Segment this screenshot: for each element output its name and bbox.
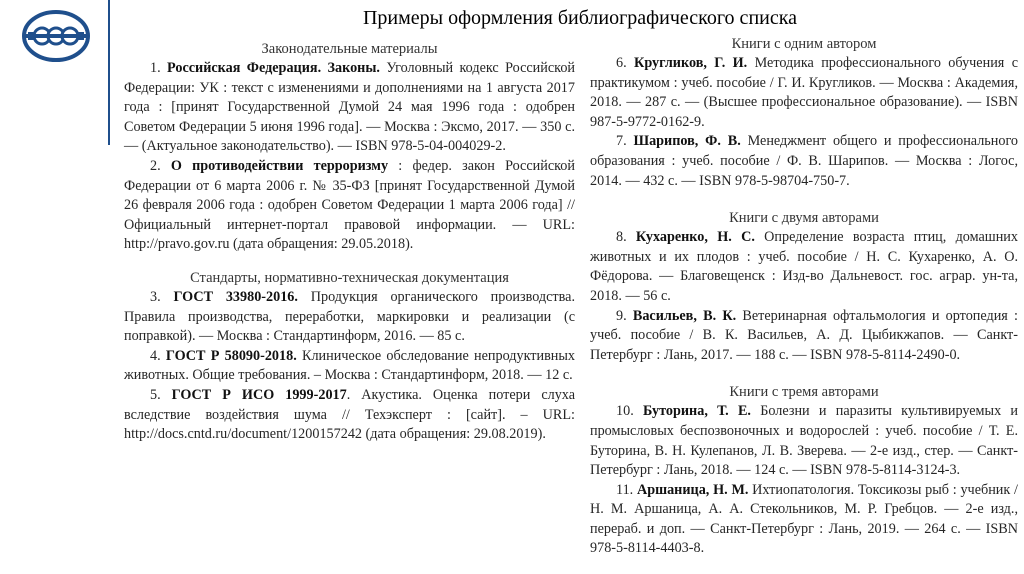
- left-column: [124, 40, 575, 445]
- bib-entry: 10. Буторина, Т. Е. Болезни и паразиты культивируемых и промысловых беспозвоночных и водорослей : учеб. пособие / Т. Е. Буторина, В. Н. Кулепанов, Л. В. Зверева. — 2-е изд., стер. — Санкт-Петербург : Лань, 2018. — 124 с. — ISBN 978-5-8114-3124-3.: [590, 403, 1019, 479]
- section-heading: Книги с двумя авторами: [729, 210, 879, 227]
- section-heading: Книги с одним автором: [731, 36, 877, 52]
- bib-entry: 2. О противодействии терроризму : федер. закон Российской Федерации от 6 марта 2006 г. № 35-ФЗ [принят Государственной Думой 26 февраля 2006 года : одобрен Советом Федерации 1 марта 2006 года] // Официальный интернет-портал правовой информации. — URL: http://pravo.gov.ru (дата обращения: 29.05.2018).: [124, 157, 575, 253]
- section-heading: Законодательные материалы: [261, 41, 438, 57]
- bib-entry: 4. ГОСТ Р 58090-2018. Клиническое обследование непродуктивных животных. Общие требования. – Москва : Стандартинформ, 2018. — 12 с.: [124, 347, 576, 384]
- bib-entry: 9. Васильев, В. К. Ветеринарная офтальмология и ортопедия : учеб. пособие / В. К. Васильев, А. Д. Цыбикжапов. — Санкт-Петербург : Лань, 2017. — 188 с. — ISBN 978-5-8114-2490-0.: [590, 307, 1018, 363]
- bib-entry: 5. ГОСТ Р ИСО 1999-2017. Акустика. Оценка потери слуха вследствие воздействия шума // Техэксперт : [сайт]. – URL: http://docs.cntd.ru/document/1200157242 (дата обращения: 29.08.2019).: [124, 386, 576, 443]
- bib-entry: 1. Российская Федерация. Законы. Уголовный кодекс Российской Федерации: УК : текст с изменениями и дополнениями на 1 августа 2017 года : [принят Государственной Думой 24 мая 1996 года : одобрен Советом Федерации 5 июня 1996 года]. — Москва : Эксмо, 2017. — 350 с. — (Актуальное законодательство). — ISBN 978-5-04-004029-2.: [124, 60, 576, 155]
- section-heading: Стандарты, нормативно-техническая документация: [190, 269, 509, 286]
- bib-entry: 11. Аршаница, Н. М. Ихтиопатология. Токсикозы рыб : учебник / Н. М. Аршаница, А. А. Стекольников, М. Р. Гребцов. — 2-е изд., перераб. и доп. — Санкт-Петербург : Лань, 2019. — 264 с. — ISBN 978-5-8114-4403-8.: [590, 481, 1018, 557]
- page-title: Примеры оформления библиографического списка: [362, 7, 798, 29]
- bib-entry: 7. Шарипов, Ф. В. Менеджмент общего и профессионального образования : учеб. пособие / Ф. В. Шарипов. — Москва : Логос, 2014. — 432 с. — ISBN 978-5-98704-750-7.: [590, 133, 1019, 189]
- section-heading: Книги с тремя авторами: [729, 384, 879, 401]
- bib-entry: 8. Кухаренко, Н. С. Определение возраста птиц, домашних животных и их плодов : учеб. пособие / Н. С. Кухаренко, А. О. Фёдорова. — Благовещенск : Изд-во Дальневост. гос. аграр. ун-та, 2018. — 56 с.: [590, 229, 1018, 304]
- bib-entry: 3. ГОСТ 33980-2016. Продукция органического производства. Правила производства, переработки, маркировки и реализации (с поправкой). — Москва : Стандартинформ, 2016. — 85 с.: [124, 288, 575, 345]
- right-column: [590, 35, 1018, 559]
- bib-entry: 6. Кругликов, Г. И. Методика профессионального обучения с практикумом : учеб. пособие / Г. И. Кругликов. — Москва : Академия, 2018. — 287 с. — (Высшее профессиональное образование). — ISBN 987-5-9772-0162-9.: [590, 55, 1018, 130]
